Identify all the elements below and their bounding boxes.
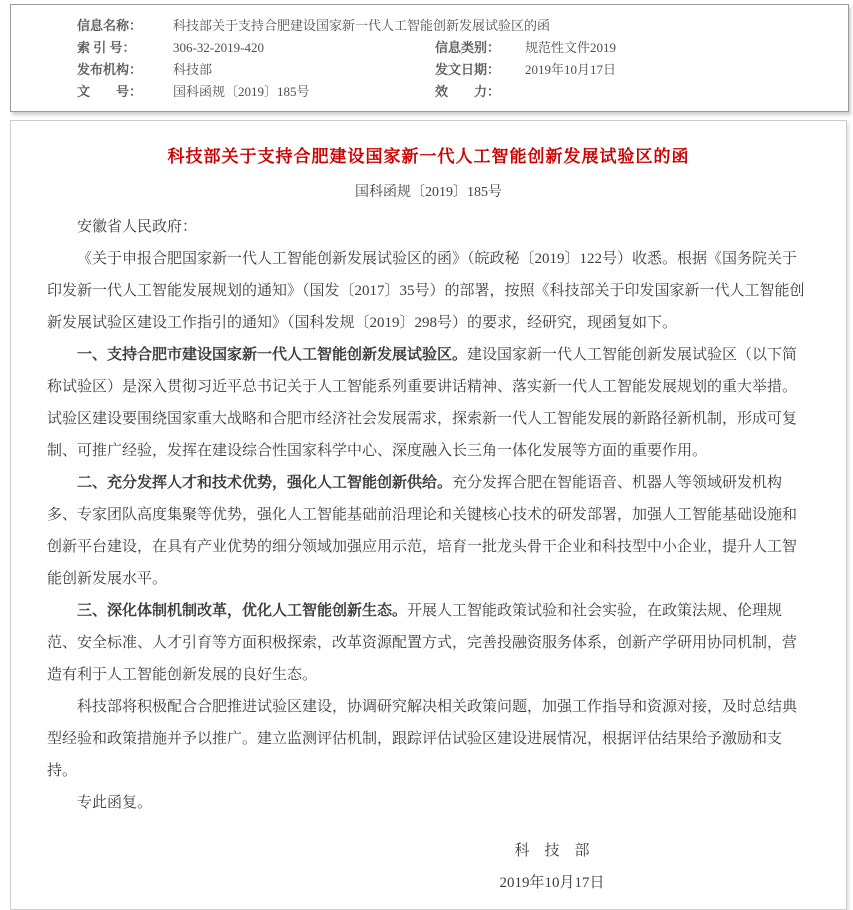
info-panel: [10, 4, 849, 112]
info-label-validity: 效 力：: [435, 84, 501, 99]
salutation: 安徽省人民政府：: [77, 219, 198, 235]
info-value-name: 科技部关于支持合肥建设国家新一代人工智能创新发展试验区的函: [173, 18, 551, 33]
info-value-docnum: 国科函规〔2019〕185号: [173, 84, 310, 99]
info-value-category: 规范性文件2019: [525, 40, 617, 55]
info-label-name: 信息名称：: [77, 18, 143, 33]
section-2-text: 充分发挥合肥在智能语音、机器人等领域研发机构多、专家团队高度集聚等优势，强化人工智能基础前沿理论和关键核心技术的研发部署，加强人工智能基础设施和创新平台建设，在具有产业优势的细分领域加强应用示范，培育一批龙头骨干企业和科技型中小企业，提升人工智能创新发展水平。: [47, 475, 798, 587]
info-label-docnum: 文 号：: [77, 84, 143, 99]
signature-date: 2019年10月17日: [499, 875, 605, 891]
document-body: [47, 211, 810, 899]
info-label-agency: 发布机构：: [77, 62, 143, 77]
document-number: 国科函规〔2019〕185号: [355, 185, 502, 200]
section-1-lead: 一、支持合肥市建设国家新一代人工智能创新发展试验区。: [77, 347, 468, 363]
paragraph-closing: 专此函复。: [77, 795, 153, 811]
info-value-validity: [525, 84, 836, 100]
paragraph-section-1: [47, 339, 810, 467]
signature-signer: 科 技 部: [514, 843, 590, 859]
section-2-lead: 二、充分发挥人才和技术优势，强化人工智能创新供给。: [77, 475, 453, 491]
section-3-lead: 三、深化体制机制改革，优化人工智能创新生态。: [77, 603, 408, 619]
info-label-category: 信息类别：: [435, 40, 501, 55]
document-panel: [10, 120, 847, 910]
signature-block: [442, 835, 662, 899]
info-label-index: 索 引 号：: [77, 40, 136, 55]
document-title: 科技部关于支持合肥建设国家新一代人工智能创新发展试验区的函: [167, 147, 690, 166]
section-1-text: 建设国家新一代人工智能创新发展试验区（以下简称试验区）是深入贯彻习近平总书记关于人工智能系列重要讲话精神、落实新一代人工智能发展规划的重大举措。试验区建设要围绕国家重大战略和合肥市经济社会发展需求，探索新一代人工智能发展的新路径新机制，形成可复制、可推广经验，发挥在建设综合性国家科学中心、深度融入长三角一体化发展等方面的重要作用。: [47, 347, 798, 459]
info-label-date: 发文日期：: [435, 62, 501, 77]
info-value-index: 306-32-2019-420: [173, 40, 264, 55]
info-value-agency: 科技部: [173, 62, 213, 77]
paragraph-intro: 《关于申报合肥国家新一代人工智能创新发展试验区的函》（皖政秘〔2019〕122号）收悉。根据《国务院关于印发新一代人工智能发展规划的通知》（国发〔2017〕35号）的部署，按照《科技部关于印发国家新一代人工智能创新发展试验区建设工作指引的通知》（国科发规〔2019〕298号）的要求，经研究，现函复如下。: [47, 251, 805, 331]
paragraph-section-2: [47, 467, 810, 595]
section-3-text: 开展人工智能政策试验和社会实验，在政策法规、伦理规范、安全标准、人才引育等方面积极探索，改革资源配置方式，完善投融资服务体系，创新产学研用协同机制，营造有利于人工智能创新发展的良好生态。: [47, 603, 798, 683]
paragraph-section-3: [47, 595, 810, 691]
info-value-date: 2019年10月17日: [525, 62, 617, 77]
paragraph-followup: 科技部将积极配合合肥推进试验区建设，协调研究解决相关政策问题，加强工作指导和资源对接，及时总结典型经验和政策措施并予以推广。建立监测评估机制，跟踪评估试验区建设进展情况，根据评估结果给予激励和支持。: [47, 699, 798, 779]
